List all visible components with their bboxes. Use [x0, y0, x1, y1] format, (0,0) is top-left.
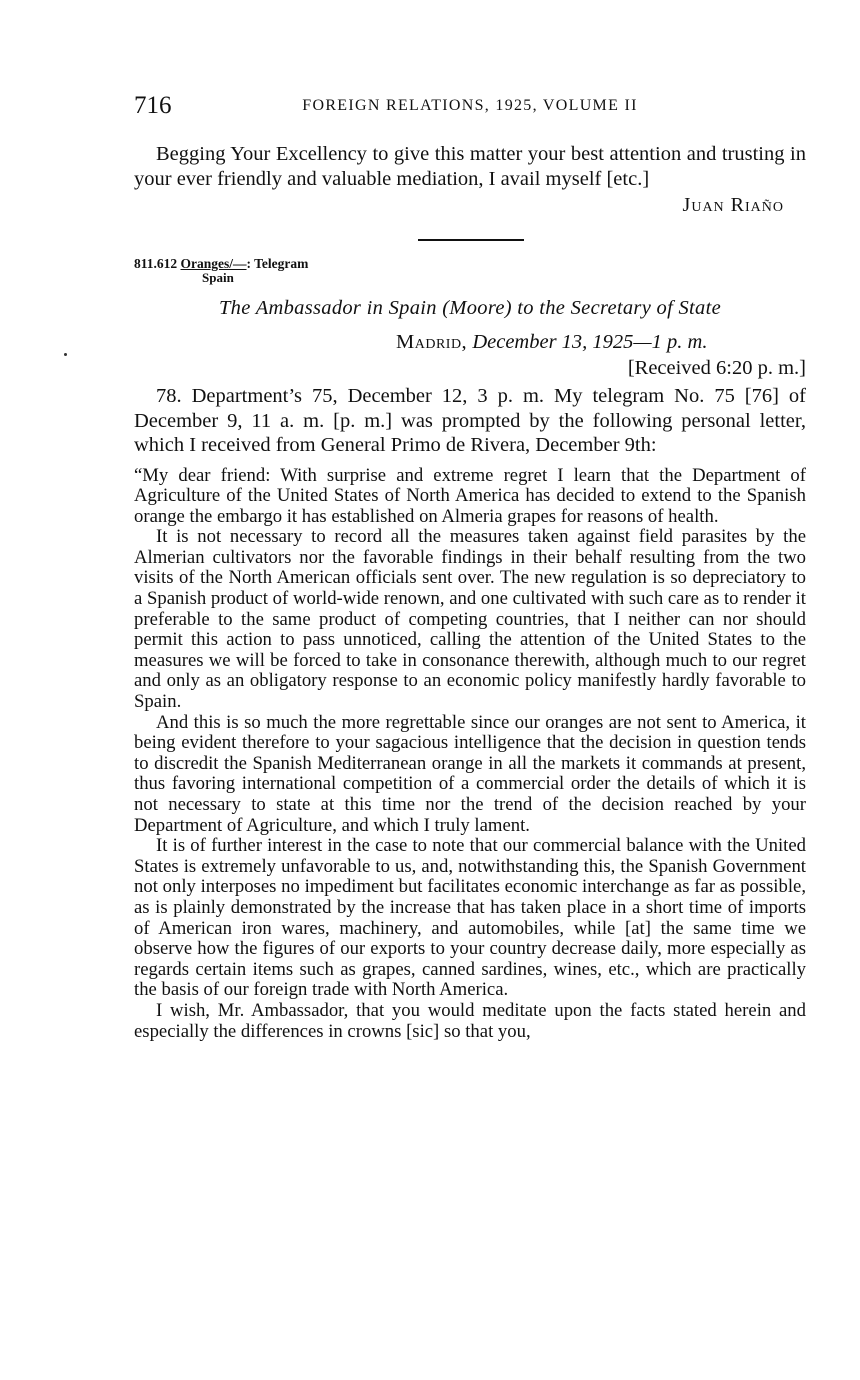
dateline-place: Madrid,	[396, 331, 468, 353]
file-number: 811.612	[134, 256, 178, 271]
quote-paragraph: I wish, Mr. Ambassador, that you would meditate upon the facts stated herein and especially the differences in crowns [sic] so that you,	[134, 999, 806, 1042]
page-number: 716	[134, 92, 172, 119]
received-note: [Received 6:20 p. m.]	[627, 357, 806, 379]
section-divider	[418, 239, 524, 241]
running-head: FOREIGN RELATIONS, 1925, VOLUME II	[302, 97, 638, 114]
quote-paragraph: It is not necessary to record all the measures taken against field parasites by the Almerian cultivators nor the favorable findings in their behalf resulting from the two visits of the North American officials sent over. The new regulation is so depreciatory to a Spanish product of world-wide renown, and one cultivated with such care as to render it preferable to the same product of competing countries, that I neither can nor should permit this action to pass unnoticed, calling the attention of the United States to the measures we will be forced to take in consonance therewith, although much to our regret and only as an obligatory response to an economic policy manifestly hardly favorable to Spain.	[134, 526, 806, 713]
stray-mark	[64, 353, 67, 356]
quoted-letter	[134, 466, 806, 1043]
dateline-date: December 13, 1925—1 p. m.	[472, 331, 708, 353]
document-page	[134, 92, 806, 1042]
page-header	[134, 92, 806, 124]
file-suffix: : Telegram	[246, 256, 309, 271]
file-sub-label: Spain	[202, 270, 234, 285]
dateline	[396, 330, 806, 355]
telegram-intro: 78. Department’s 75, December 12, 3 p. m. My telegram No. 75 [76] of December 9, 11 a. m. [p. m.] was prompted by the following personal letter, which I received from General Primo de Rivera, December 9th:	[134, 385, 806, 456]
signature-name: Juan Riaño	[682, 194, 784, 216]
signature	[134, 194, 784, 217]
quote-paragraph: It is of further interest in the case to note that our commercial balance with the United States is extremely unfavorable to us, and, notwithstanding this, the Spanish Government not only interposes no impediment but facilitates economic interchange as far as possible, as is plainly demonstrated by the increase that has taken place in a short time of imports of American iron wares, machinery, and automobiles, while [at] the same time we observe how the figures of our exports to your country decrease daily, more especially as regards certain items such as grapes, canned sardines, wines, etc., which are practically the basis of our foreign trade with North America.	[134, 835, 806, 1001]
quote-paragraph: “My dear friend: With surprise and extreme regret I learn that the Department of Agriculture of the United States of North America has decided to extend to the Spanish orange the embargo it has established on Almeria grapes for reasons of health.	[134, 464, 806, 527]
file-reference	[134, 257, 806, 285]
file-subject: Oranges/—	[180, 256, 247, 271]
closing-paragraph: Begging Your Excellency to give this matter your best attention and trusting in your ever friendly and valuable mediation, I avail myself [etc.]	[134, 143, 806, 190]
document-title: The Ambassador in Spain (Moore) to the Secretary of State	[218, 297, 721, 319]
quote-paragraph: And this is so much the more regrettable since our oranges are not sent to America, it being evident therefore to your sagacious intelligence that the decision in question tends to discredit the Spanish Mediterranean orange in all the markets it commands at present, thus favoring international competition of a commercial order the details of which it is not necessary to state at this time nor the trend of the decision reached by your Department of Agriculture, and which I truly lament.	[134, 711, 806, 836]
